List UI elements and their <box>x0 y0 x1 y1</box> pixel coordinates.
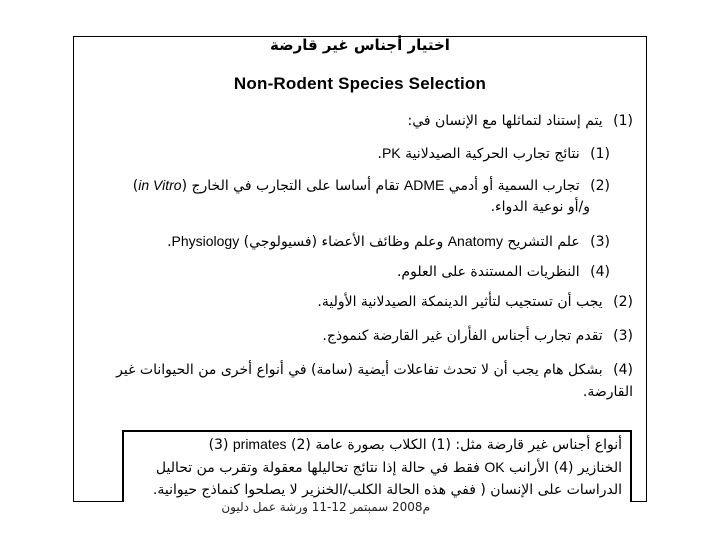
item-number: (2) <box>613 294 633 310</box>
item-term: ADME <box>403 177 445 193</box>
item-text: . <box>167 234 172 250</box>
note-term: OK <box>484 459 505 475</box>
note-term: primates <box>232 436 287 452</box>
note-text: (3) <box>208 437 233 453</box>
list-item-1 <box>407 113 633 129</box>
item-text: علم التشريح <box>502 234 580 250</box>
item-number: (2) <box>590 178 610 194</box>
sub-item-1 <box>377 145 610 162</box>
item-number: (4) <box>590 264 610 280</box>
item-text: و/أو نوعية الدواء. <box>490 199 590 215</box>
note-line-2 <box>130 456 622 479</box>
item-number: (3) <box>590 234 610 250</box>
item-text: يجب أن تستجيب لتأثير الدينمكة الصيدلانية الأولية. <box>317 294 603 310</box>
sub-item-2-continuation <box>491 199 590 215</box>
item-text: يتم إستناد لتماثلها مع الإنسان في: <box>407 113 603 129</box>
note-line-3: الدراسات على الإنسان ( ففي هذه الحالة الكلب/الخنزير لا يصلحوا كنماذج حيوانية. <box>152 482 622 498</box>
item-text: تقدم تجارب أجناس الفأران غير القارضة كنموذج. <box>322 328 603 344</box>
item-text: نتائج تجارب الحركية الصيدلانية <box>400 146 580 162</box>
footer-caption: م2008 سمبتمر 12-11 ورشة عمل دليون <box>221 500 430 514</box>
page-title-arabic: اختيار أجناس غير قارضة <box>270 36 450 54</box>
item-number: (4) <box>613 362 633 378</box>
note-line-1 <box>130 433 622 456</box>
item-text: القارضة. <box>582 384 633 400</box>
item-text: تجارب السمية أو أدمي <box>444 178 580 194</box>
item-text: النظريات المستندة على العلوم. <box>396 264 580 280</box>
list-item-3 <box>322 328 633 344</box>
list-item-2 <box>317 294 633 310</box>
sub-item-4 <box>397 264 610 280</box>
item-term: PK <box>381 145 401 161</box>
item-text: بشكل هام يجب أن لا تحدث تفاعلات أيضية (سامة) في أنواع أخرى من الحيوانات غير <box>116 362 603 378</box>
note-text: فقط في حالة إذا نتائج تحاليلها معقولة وتقرب من تحاليل <box>155 460 485 476</box>
item-term: Physiology <box>171 233 240 249</box>
item-text: تقام أساسا على التجارب في الخارج ( <box>181 178 404 194</box>
item-number: (1) <box>590 146 610 162</box>
page-title-english: Non-Rodent Species Selection <box>233 74 487 93</box>
item-text: . <box>377 146 382 162</box>
item-number: (3) <box>613 328 633 344</box>
note-box <box>122 430 632 502</box>
sub-item-3 <box>167 233 610 250</box>
item-number: (1) <box>613 113 633 129</box>
note-text: الخنازير (4) الأرانب <box>504 460 622 476</box>
item-term: Anatomy <box>447 233 503 249</box>
sub-item-2 <box>133 177 610 194</box>
note-text: أنواع أجناس غير قارضة مثل: (1) الكلاب بصورة عامة (2) <box>286 437 622 453</box>
item-term-italic: in Vitro <box>138 177 182 193</box>
list-item-4 <box>116 362 633 378</box>
list-item-4-continuation <box>583 384 633 400</box>
item-text: وعلم وظائف الأعضاء (فسيولوجي) <box>239 234 448 250</box>
item-text: ) <box>132 178 139 194</box>
